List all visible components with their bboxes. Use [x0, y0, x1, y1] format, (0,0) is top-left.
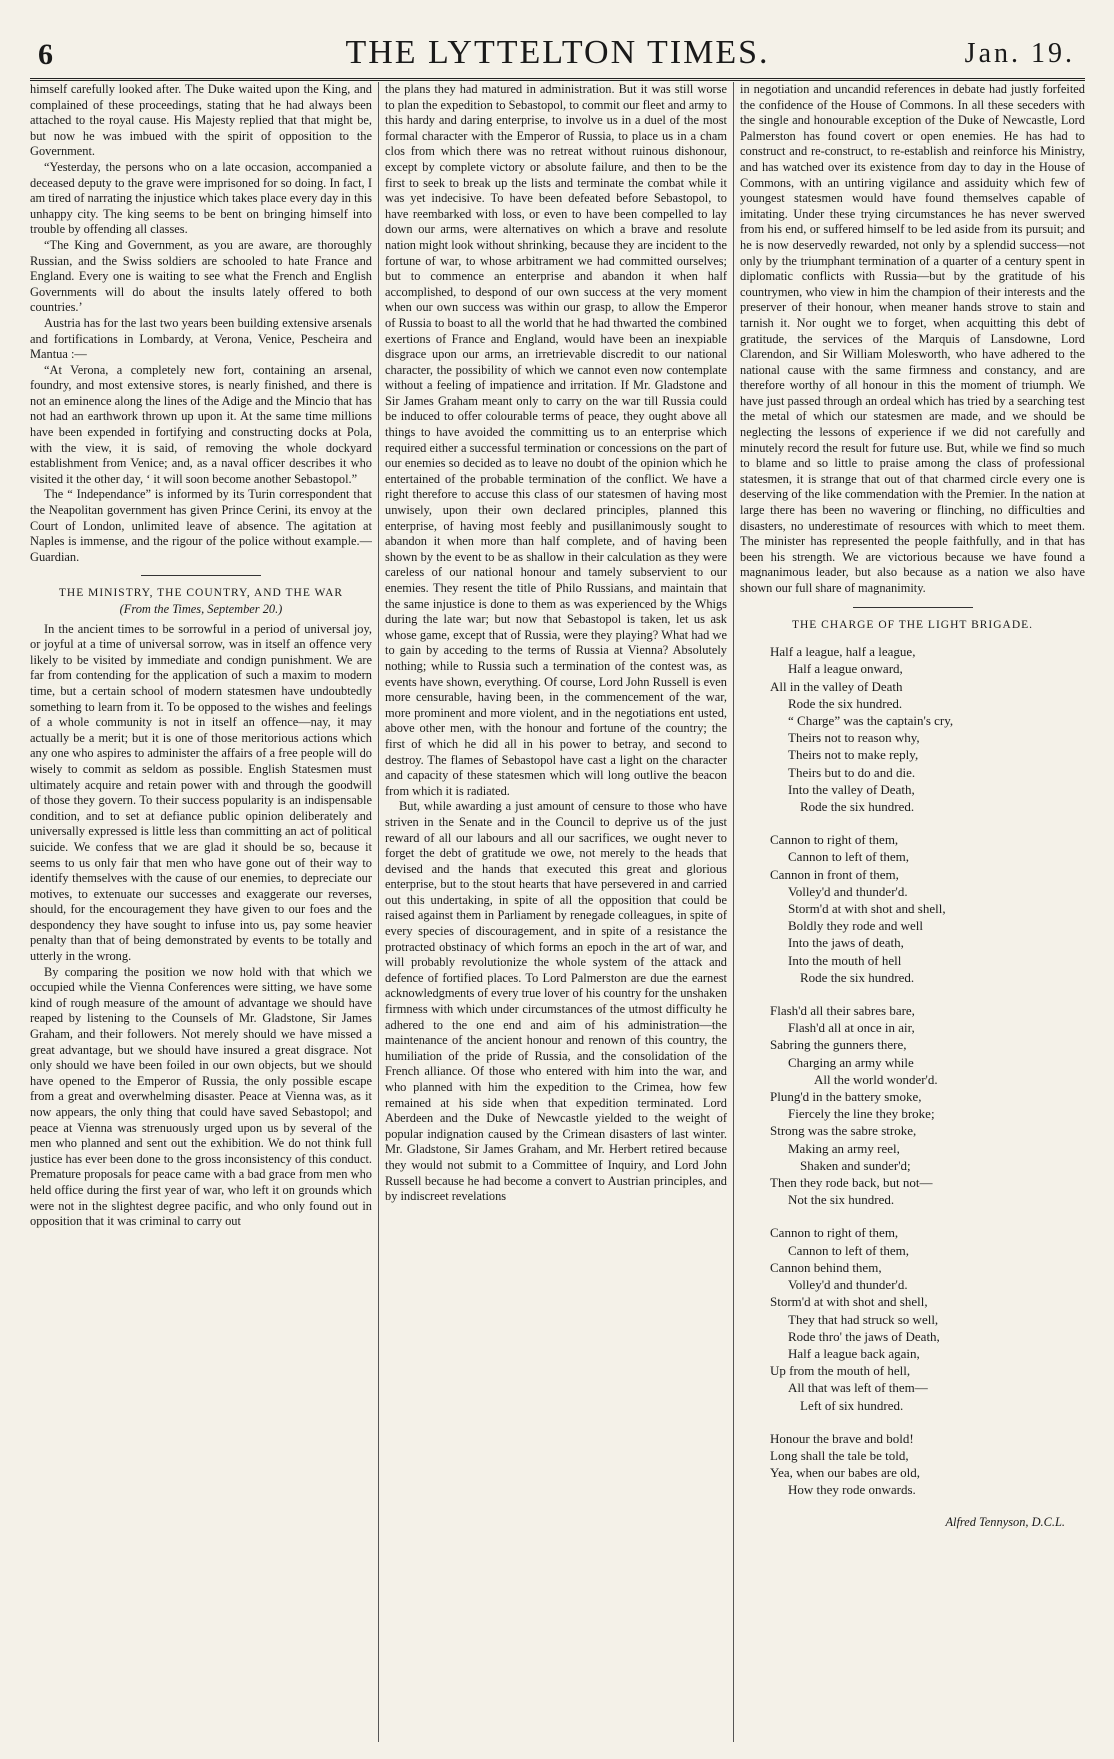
poem-line: Storm'd at with shot and shell,: [770, 1294, 928, 1310]
poem-signature: Alfred Tennyson, D.C.L.: [945, 1514, 1065, 1529]
poem-line: Plung'd in the battery smoke,: [770, 1089, 922, 1105]
poem-line: Into the jaws of death,: [788, 935, 904, 951]
section-separator: [141, 575, 261, 576]
poem-line: Honour the brave and bold!: [770, 1430, 914, 1446]
paragraph: By comparing the position we now hold with that which we occupied while the Vienna Conferences were sitting, we have some kind of rough measure of the amount of advantage we should have reaped by listening to the Counsels of Mr. Gladstone, Sir James Graham, and their followers. Not merely should we have missed a great advantage, but we should have insured a great disgrace. Not only should we have been foiled in our own objects, but we should have opened to the Emperor of Russia, the only possible escape from a great and overwhelming disaster. Peace at Vienna was, as it now appears, the only thing that could have saved Sebastopol; and peace at Vienna was strenuously urged upon us by several of the men who planned and sent out the exhibition. We do not think full justice has ever been done to the gross inconsistency of this conduct. Premature proposals for peace came with a bad grace from men who held office during the first year of war, who left it on grounds which were not in the slightest degree pacific, and who only found out in opposition that it was criminal to carry out: [30, 964, 372, 1229]
paragraph: But, while awarding a just amount of censure to those who have striven in the Senate and in the Council to deprive us of the just reward of all our labours and all our sacrifices, we ought never to forget the debt of gratitude we owe, not merely to the heads that devised and the hands that executed this great and glorious enterprise, but to the stout hearts that have persevered in and carried out this undertaking, in spite of all the opposition that could be raised against them in Parliament by renegade colleagues, in spite of every species of discouragement, and in spite of a resistance the protracted obstinacy of which forms an epoch in the art of war, and will probably revolutionize the whole system of the attack and defence of fortified places. To Lord Palmerston are due the earnest acknowledgments of every true lover of his country for the unshaken firmness with which under circumstances of the utmost difficulty he adhered to the one end and aim of his administration—the maintenance of the ancient honour and renown of this country, the humiliation of the pride of Russia, and the consolidation of the French alliance. Of those who entered with him into the war, and who planned with him the expedition to the Crimea, how few remained at his side when that expedition terminated. Lord Aberdeen and the Duke of Newcastle yielded to the weight of popular indignation caused by the Crimean disasters of last winter. Mr. Gladstone, Sir James Graham, and Mr. Herbert retired because they would not submit to a Committee of Inquiry, and Lord John Russell because he had become a convert to Austrian principles, and by indiscreet revelations: [385, 799, 727, 1204]
poem-line: Not the six hundred.: [788, 1192, 895, 1208]
paragraph: the plans they had matured in administration. But it was still worse to plan the expedition to Sebastopol, to commit our fleet and army to this hardy and daring enterprise, to involve us in a duel of the most formal character with the Emperor of Russia, to place us in a cham clos from which there was no retreat without ruinous dishonour, except by complete victory or absolute failure, and then to be the first to seek to break up the lists and terminate the combat while it was yet indecisive. To have been defeated before Sebastopol, to have reembarked with loss, or even to have been compelled to lay down our arms, were alternatives on which a brave and resolute nation might look without shrinking, because they are incident to the fortune of war, to whose arbitrament we had committed ourselves; but to commence an enterprise and abandon it when half accomplished, to despond of our own success at the very moment when our own success was within our grasp, to allow the Emperor of Russia to boast to all the world that he had thwarted the combined exertions of France and England, would have been an inexpiable disgrace upon our arms, an irretrievable discredit to our national character, the possibility of which we cannot even now contemplate without a feeling of impatience and irritation. If Mr. Gladstone and Sir James Graham meant only to carry on the war till Russia could be induced to offer colourable terms of peace, they ought above all things to have avoided the committing us to an enterprise which required either a successful termination or concessions on the part of our enemies so decided as to leave no doubt of the opinion which he entertained of the probable termination of the conflict. We have a right therefore to accuse this class of our statesmen of having most unwisely, upon their own declared principles, planned this enterprise, of having most feebly and pusillanimously sought to abandon it when more than half complete, and of having been shown by the event to be as shallow in their calculation as they were careless of our national honour and tamely subservient to our enemies. They resent the title of Philo Russians, and maintain that the same injustice is done to them as was experienced by the Whigs during the late war; but now that Sebastopol is taken, let us ask whose game, except that of Russia, were they playing? What had we to gain by acceding to the terms of Russia at Vienna? Absolutely nothing; while to Russia such a termination of the contest was, as events have shown, everything. Of course, Lord John Russell is even more censurable, having been, in the commencement of the war, more prominent and more violent, and in the negotiations ent usted, above other men, with the honour and fortune of the country; the first of which he did all in his power to betray, and second to destroy. The flames of Sebastopol have cast a light on the character and capacity of these statesmen which will long outlive the beacon from which it is radiated.: [385, 82, 727, 798]
poem-line: Theirs but to do and die.: [788, 764, 916, 780]
poem-stanza: [770, 831, 1085, 986]
poem-line: Strong was the sabre stroke,: [770, 1123, 917, 1139]
poem-stanza: [770, 643, 1085, 815]
column-3: [740, 82, 1085, 1750]
poem-line: All that was left of them—: [788, 1380, 928, 1396]
column-divider: [378, 82, 379, 1742]
poem: [770, 643, 1085, 1498]
poem-line: Half a league onward,: [788, 661, 903, 677]
poem-line: Rode the six hundred.: [800, 799, 915, 815]
poem-title: THE CHARGE OF THE LIGHT BRIGADE.: [791, 618, 1034, 631]
article-heading: THE MINISTRY, THE COUNTRY, AND THE WAR: [58, 587, 344, 600]
poem-line: Half a league, half a league,: [770, 644, 916, 660]
poem-line: Long shall the tale be told,: [770, 1447, 909, 1463]
paragraph: In the ancient times to be sorrowful in a period of universal joy, or joyful at a time of universal sorrow, was in itself an offence very likely to be visited by immediate and condign punishment. We are far from contending for the application of such a maxim to modern time, but a certain school of modern statesmen have undoubtedly something to learn from it. To be opposed to the wishes and feelings of a whole community is not in itself an offence—nay, it may actually be a merit; but it is one of those meritorious actions which any one who aspires to administer the affairs of a free people will do wisely to commit as seldom as possible. English Statesmen must ultimately acquire and retain power with and through the goodwill of those they govern. To their success popularity is an indispensable condition, and to set at defiance public opinion deliberately and universally expressed is little less than committing an act of political suicide. We confess that we are glad it should be so, because it seems to us only fair that men who have gone out of their way to identify themselves with the cause of our enemies, to depreciate our motives, to extenuate our successes and exaggerate our reverses, should, for the encouragement they have given to our foes and the despondency they have sought to infuse into us, pay some heavier penalty than that of being demonstrated by events to be totally and utterly in the wrong.: [30, 621, 372, 964]
poem-line: Rode the six hundred.: [788, 695, 903, 711]
poem-stanza: [770, 1002, 1085, 1208]
poem-line: Sabring the gunners there,: [770, 1037, 907, 1053]
poem-line: All the world wonder'd.: [814, 1071, 938, 1087]
poem-line: Cannon to right of them,: [770, 1225, 899, 1241]
poem-line: Then they rode back, but not—: [770, 1175, 933, 1191]
poem-line: Cannon in front of them,: [770, 866, 899, 882]
poem-line: “ Charge” was the captain's cry,: [788, 713, 954, 728]
poem-line: Half a league back again,: [788, 1345, 920, 1361]
masthead-rule-2: [30, 80, 1085, 81]
column-2: [385, 82, 727, 1750]
poem-line: Cannon to left of them,: [788, 849, 909, 865]
poem-line: Up from the mouth of hell,: [770, 1363, 911, 1379]
poem-line: Volley'd and thunder'd.: [788, 883, 908, 899]
poem-line: Flash'd all their sabres bare,: [770, 1003, 915, 1019]
poem-line: Fiercely the line they broke;: [788, 1106, 935, 1122]
column-divider: [733, 82, 734, 1742]
poem-line: Cannon to right of them,: [770, 832, 899, 848]
poem-line: Cannon to left of them,: [788, 1242, 909, 1258]
paragraph: himself carefully looked after. The Duke waited upon the King, and complained of these proceedings, stating that he had always been attached to the royal cause. His Majesty replied that that might be, but now he was imbued with the spirit of opposition to the Government.: [30, 82, 372, 159]
issue-date: Jan. 19.: [964, 38, 1075, 69]
poem-line: Into the mouth of hell: [788, 952, 902, 968]
poem-line: Left of six hundred.: [800, 1397, 904, 1413]
paragraph: “At Verona, a completely new fort, containing an arsenal, foundry, and most extensive stores, is nearly finished, and there is not an eminence along the lines of the Adige and the Mincio that has not had an earthwork thrown up upon it. At the same time millions have been expended in fortifying and constructing docks at Pola, with the view, it is said, of removing the whole dockyard establishment from Venice; and, as a naval officer describes it who visited it the other day, ‘ it will soon become another Sebastopol.”: [30, 362, 372, 486]
page-number: 6: [38, 38, 53, 71]
poem-line: Rode thro' the jaws of Death,: [788, 1328, 940, 1344]
poem-line: Theirs not to make reply,: [788, 747, 919, 763]
poem-line: Into the valley of Death,: [788, 781, 915, 797]
poem-line: Making an army reel,: [788, 1140, 900, 1156]
poem-line: All in the valley of Death: [770, 678, 903, 694]
masthead-rule: [30, 78, 1085, 79]
column-1: [30, 82, 372, 1750]
newspaper-title: THE LYTTELTON TIMES.: [345, 34, 770, 71]
article-source: (From the Times, September 20.): [119, 602, 283, 616]
poem-line: Theirs not to reason why,: [788, 730, 920, 746]
poem-line: Cannon behind them,: [770, 1259, 882, 1275]
poem-line: Volley'd and thunder'd.: [788, 1277, 908, 1293]
poem-line: Yea, when our babes are old,: [770, 1465, 920, 1481]
poem-stanza: [770, 1224, 1085, 1413]
poem-line: Charging an army while: [788, 1054, 914, 1070]
poem-line: They that had struck so well,: [788, 1311, 939, 1327]
poem-line: How they rode onwards.: [788, 1482, 916, 1498]
paragraph: “Yesterday, the persons who on a late occasion, accompanied a deceased deputy to the grave were imprisoned for so doing. In fact, I am tired of narrating the injustice which takes place every day in this unhappy city. The king seems to be bent on bringing himself into trouble by offending all classes.: [30, 159, 372, 237]
masthead: [30, 30, 1085, 78]
poem-stanza: [770, 1430, 1085, 1499]
poem-line: Storm'd at with shot and shell,: [788, 901, 946, 917]
poem-line: Boldly they rode and well: [788, 918, 924, 934]
paragraph: “The King and Government, as you are aware, are thoroughly Russian, and the Swiss soldiers are schooled to hate France and England. Every one is waiting to see what the French and English Governments will do about the insults lately offered to both countries.’: [30, 237, 372, 315]
poem-line: Flash'd all at once in air,: [788, 1020, 915, 1036]
paragraph: in negotiation and uncandid references in debate had justly forfeited the confidence of the House of Commons. In all these seceders with the single and honourable exception of the Duke of Newcastle, Lord Palmerston has found covert or open enemies. He has had to construct and re-construct, to re-establish and reinforce his Ministry, and has watched over its existence from day to day in the House of Commons, with an untiring vigilance and assiduity which few of youngest statesmen would have found themselves capable of imitating. Under these trying circumstances he has never swerved from his end, or suffered himself to be led aside from its pursuit; and he is now deservedly rewarded, not only by a splendid success—not only by the triumphant termination of a quarter of a century spent in diplomatic conflicts with Russia—but by the gratitude of his countrymen, who view in him the champion of their interests and the preserver of their honour, when meaner hands strove to stain and tarnish it. Nor ought we to forget, when acquitting this debt of gratitude, the services of the Marquis of Lansdowne, Lord Clarendon, and Sir William Molesworth, who have adhered to the national cause with the same firmness and constancy, and are therefore worthy of all honour in this the moment of triumph. We have just passed through an ordeal which has tried by a searching test the metal of which our statesmen are made, and we should be neglecting the lessons of experience if we did not carefully and minutely record the result for future use. But, while we find so much to blame and so little to praise among the class of professional statesmen, it is strange that out of that charmed circle every one is deserving of the like commendation with the Premier. In the nation at large there has been no wavering or flinching, no difficulties and disasters, no underestimate of resources with which to meet them. The minister has represented the people faithfully, and in that has been his strength. We are victorious because we have found a magnanimous leader, but also because as a nation we also have shown our full share of magnanimity.: [740, 82, 1085, 595]
poem-line: Rode the six hundred.: [800, 969, 915, 985]
paragraph: The “ Independance” is informed by its Turin correspondent that the Neapolitan government has given Prince Cerini, its envoy at the Court of London, unlimited leave of absence. The agitation at Naples is immense, and the rigour of the police without example.—Guardian.: [30, 487, 372, 564]
paragraph: Austria has for the last two years been building extensive arsenals and fortifications in Lombardy, at Verona, Venice, Pescheira and Mantua :—: [30, 315, 372, 362]
section-separator: [853, 607, 973, 608]
poem-line: Shaken and sunder'd;: [800, 1157, 911, 1173]
